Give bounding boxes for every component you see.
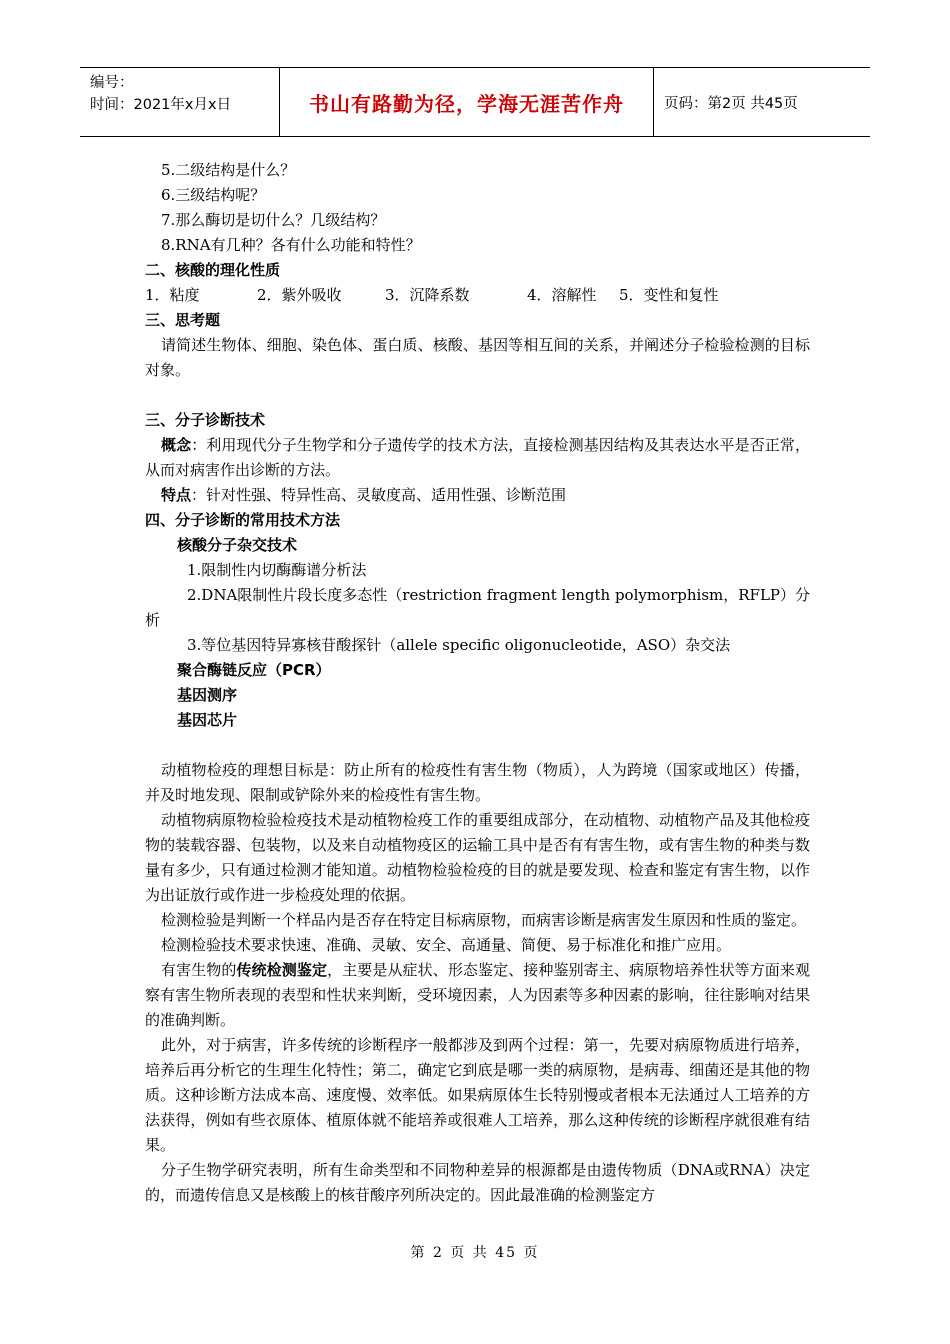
paragraph-detection-definition: 检测检验是判断一个样品内是否存在特定目标病原物，而病害诊断是病害发生原因和性质的鉴定。 [161,911,807,929]
method-item: 1.限制性内切酶酶谱分析法 [187,561,367,579]
question-item: 8.RNA有几种？各有什么功能和特性？ [161,236,421,254]
paragraph-detection-requirements: 检测检验技术要求快速、准确、灵敏、安全、高通量、简便、易于标准化和推广应用。 [161,936,732,954]
feature-text: ：针对性强、特异性高、灵敏度高、适用性强、诊断范围 [191,486,567,504]
concept-paragraph [145,433,810,483]
method-item: 2.DNA限制性片段长度多态性（restriction fragment length polymorphism，RFLP）分析 [145,586,811,629]
concept-text: ：利用现代分子生物学和分子遗传学的技术方法，直接检测基因结构及其表达水平是否正常，从而对病害作出诊断的方法。 [145,436,810,479]
paragraph-quarantine-goal: 动植物检疫的理想目标是：防止所有的检疫性有害生物（物质），人为跨境（国家或地区）传播，并及时地发现、限制或铲除外来的检疫性有害生物。 [145,761,810,804]
properties-list [145,283,810,308]
thinking-question: 请简述生物体、细胞、染色体、蛋白质、核酸、基因等相互间的关系，并阐述分子检验检测的目标对象。 [145,336,810,379]
feature-label: 特点 [161,486,192,504]
page-header [80,67,870,137]
property-item: 3．沉降系数 [385,286,470,304]
page-footer: 第 2 页 共 45 页 [410,1245,540,1261]
document-number-label: 编号： [90,75,134,91]
section-heading-thinking: 三、思考题 [145,311,221,329]
header-page-info: 页码：第2页 共45页 [664,95,798,112]
question-item: 5.二级结构是什么？ [161,161,296,179]
paragraph-traditional-process: 此外，对于病害，许多传统的诊断程序一般都涉及到两个过程：第一，先要对病原物质进行培养，培养后再分析它的生理生化特性；第二，确定它到底是哪一类的病原物，是病毒、细菌还是其他的物质。这种诊断方法成本高、速度慢、效率低。如果病原体生长特别慢或者根本无法通过人工培养的方法获得，例如有些衣原体、植原体就不能培养或很难人工培养，那么这种传统的诊断程序就很难有结果。 [145,1036,810,1154]
question-item: 7.那么酶切是切什么？几级结构？ [161,211,386,229]
paragraph-quarantine-technique: 动植物病原物检验检疫技术是动植物检疫工作的重要组成部分，在动植物、动植物产品及其他检疫物的装载容器、包装物，以及来自动植物疫区的运输工具中是否有有害生物，或有害生物的种类与数量有多少，只有通过检测才能知道。动植物检验检疫的目的就是要发现、检查和鉴定有害生物，以作为出证放行或作进一步检疫处理的依据。 [145,811,810,904]
question-item: 6.三级结构呢？ [161,186,266,204]
pcr-title: 聚合酶链反应（PCR） [177,661,331,679]
property-item: 1．粘度 [145,286,200,304]
property-item: 4．溶解性 [527,286,597,304]
property-item: 5．变性和复性 [619,286,719,304]
section-heading-methods: 四、分子诊断的常用技术方法 [145,511,341,529]
method-item: 3.等位基因特异寡核苷酸探针（allele specific oligonucleotide，ASO）杂交法 [187,636,731,654]
property-item: 2．紫外吸收 [257,286,342,304]
traditional-pre-text: 有害生物的 [161,961,237,979]
paragraph-molecular-biology: 分子生物学研究表明，所有生命类型和不同物种差异的根源都是由遗传物质（DNA或RNA）决定的，而遗传信息又是核酸上的核苷酸序列所决定的。因此最准确的检测鉴定方 [145,1161,810,1204]
chip-title: 基因芯片 [177,711,238,729]
paragraph-traditional-detection [145,958,810,1033]
header-motto: 书山有路勤为径，学海无涯苦作舟 [280,68,654,136]
document-body [145,158,810,1208]
document-time-label: 时间：2021年x月x日 [90,97,232,113]
section-heading-properties: 二、核酸的理化性质 [145,261,281,279]
traditional-bold-text: 传统检测鉴定 [236,961,328,979]
section-heading-diagnosis: 三、分子诊断技术 [145,411,266,429]
header-meta [80,68,280,136]
sequencing-title: 基因测序 [177,686,238,704]
traditional-post-text: ，主要是从症状、形态鉴定、接种鉴别寄主、病原物培养性状等方面来观察有害生物所表现的表型和性状来判断，受环境因素，人为因素等多种因素的影响，往往影响对结果的准确判断。 [145,961,810,1029]
concept-label: 概念 [161,436,192,454]
feature-paragraph [145,483,810,508]
hybridization-title: 核酸分子杂交技术 [177,536,298,554]
